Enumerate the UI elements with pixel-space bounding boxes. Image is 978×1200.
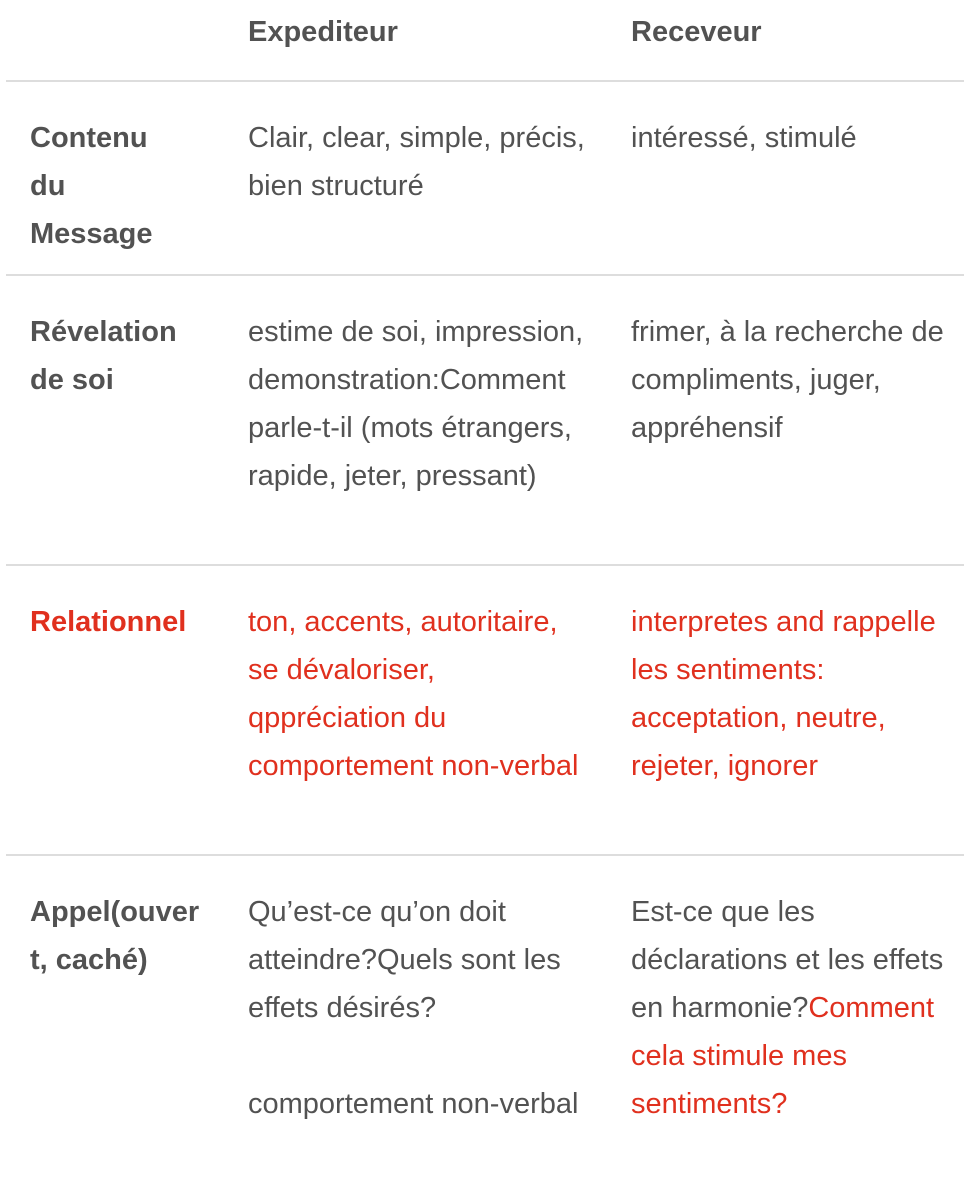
table-header-row xyxy=(6,0,964,82)
table-row-revelation xyxy=(6,276,964,566)
row-label-text: Appel(ouvert, caché) xyxy=(30,896,200,976)
row-label-text: Relationnel xyxy=(30,606,187,638)
header-expediteur: Expediteur xyxy=(248,16,398,48)
table-row-appel xyxy=(6,856,964,1200)
receveur-plain-text: Est-ce que les déclarations et les effets en harmonie? xyxy=(631,896,944,1024)
row-label-text: Contenu du Message xyxy=(30,122,153,250)
cell-receveur-revelation: frimer, à la recherche de compliments, juger, appréhensif xyxy=(631,316,944,444)
receveur-highlight-text: Comment cela stimule mes sentiments? xyxy=(631,992,935,1120)
header-receveur: Receveur xyxy=(631,16,762,48)
row-label-text: Révelation de soi xyxy=(30,316,177,396)
row-label-revelation xyxy=(6,276,224,564)
cell-receveur-appel xyxy=(607,856,964,1200)
table-row-relationnel xyxy=(6,566,964,856)
cell-expediteur-appel xyxy=(224,856,607,1200)
row-label-relationnel xyxy=(6,566,224,854)
row-label-contenu xyxy=(6,82,224,274)
cell-expediteur-relationnel: ton, accents, autoritaire, se dévaloriser, qppréciation du comportement non-verbal xyxy=(248,606,579,782)
expediteur-paragraph-1: Qu’est-ce qu’on doit atteindre?Quels sont les effets désirés? xyxy=(248,896,561,1024)
header-empty-cell xyxy=(6,0,224,80)
cell-receveur-contenu: intéressé, stimulé xyxy=(631,122,857,154)
cell-expediteur-revelation: estime de soi, impression, demonstration:Comment parle-t-il (mots étrangers, rapide, jeter, pressant) xyxy=(248,316,584,492)
table-row-contenu xyxy=(6,82,964,276)
communication-table xyxy=(6,0,964,1200)
expediteur-paragraph-2: comportement non-verbal xyxy=(248,1088,579,1120)
row-label-appel xyxy=(6,856,224,1200)
cell-expediteur-contenu: Clair, clear, simple, précis, bien structuré xyxy=(248,122,585,202)
cell-receveur-relationnel: interpretes and rappelle les sentiments: acceptation, neutre, rejeter, ignorer xyxy=(631,606,936,782)
paragraph-gap xyxy=(248,1032,593,1080)
